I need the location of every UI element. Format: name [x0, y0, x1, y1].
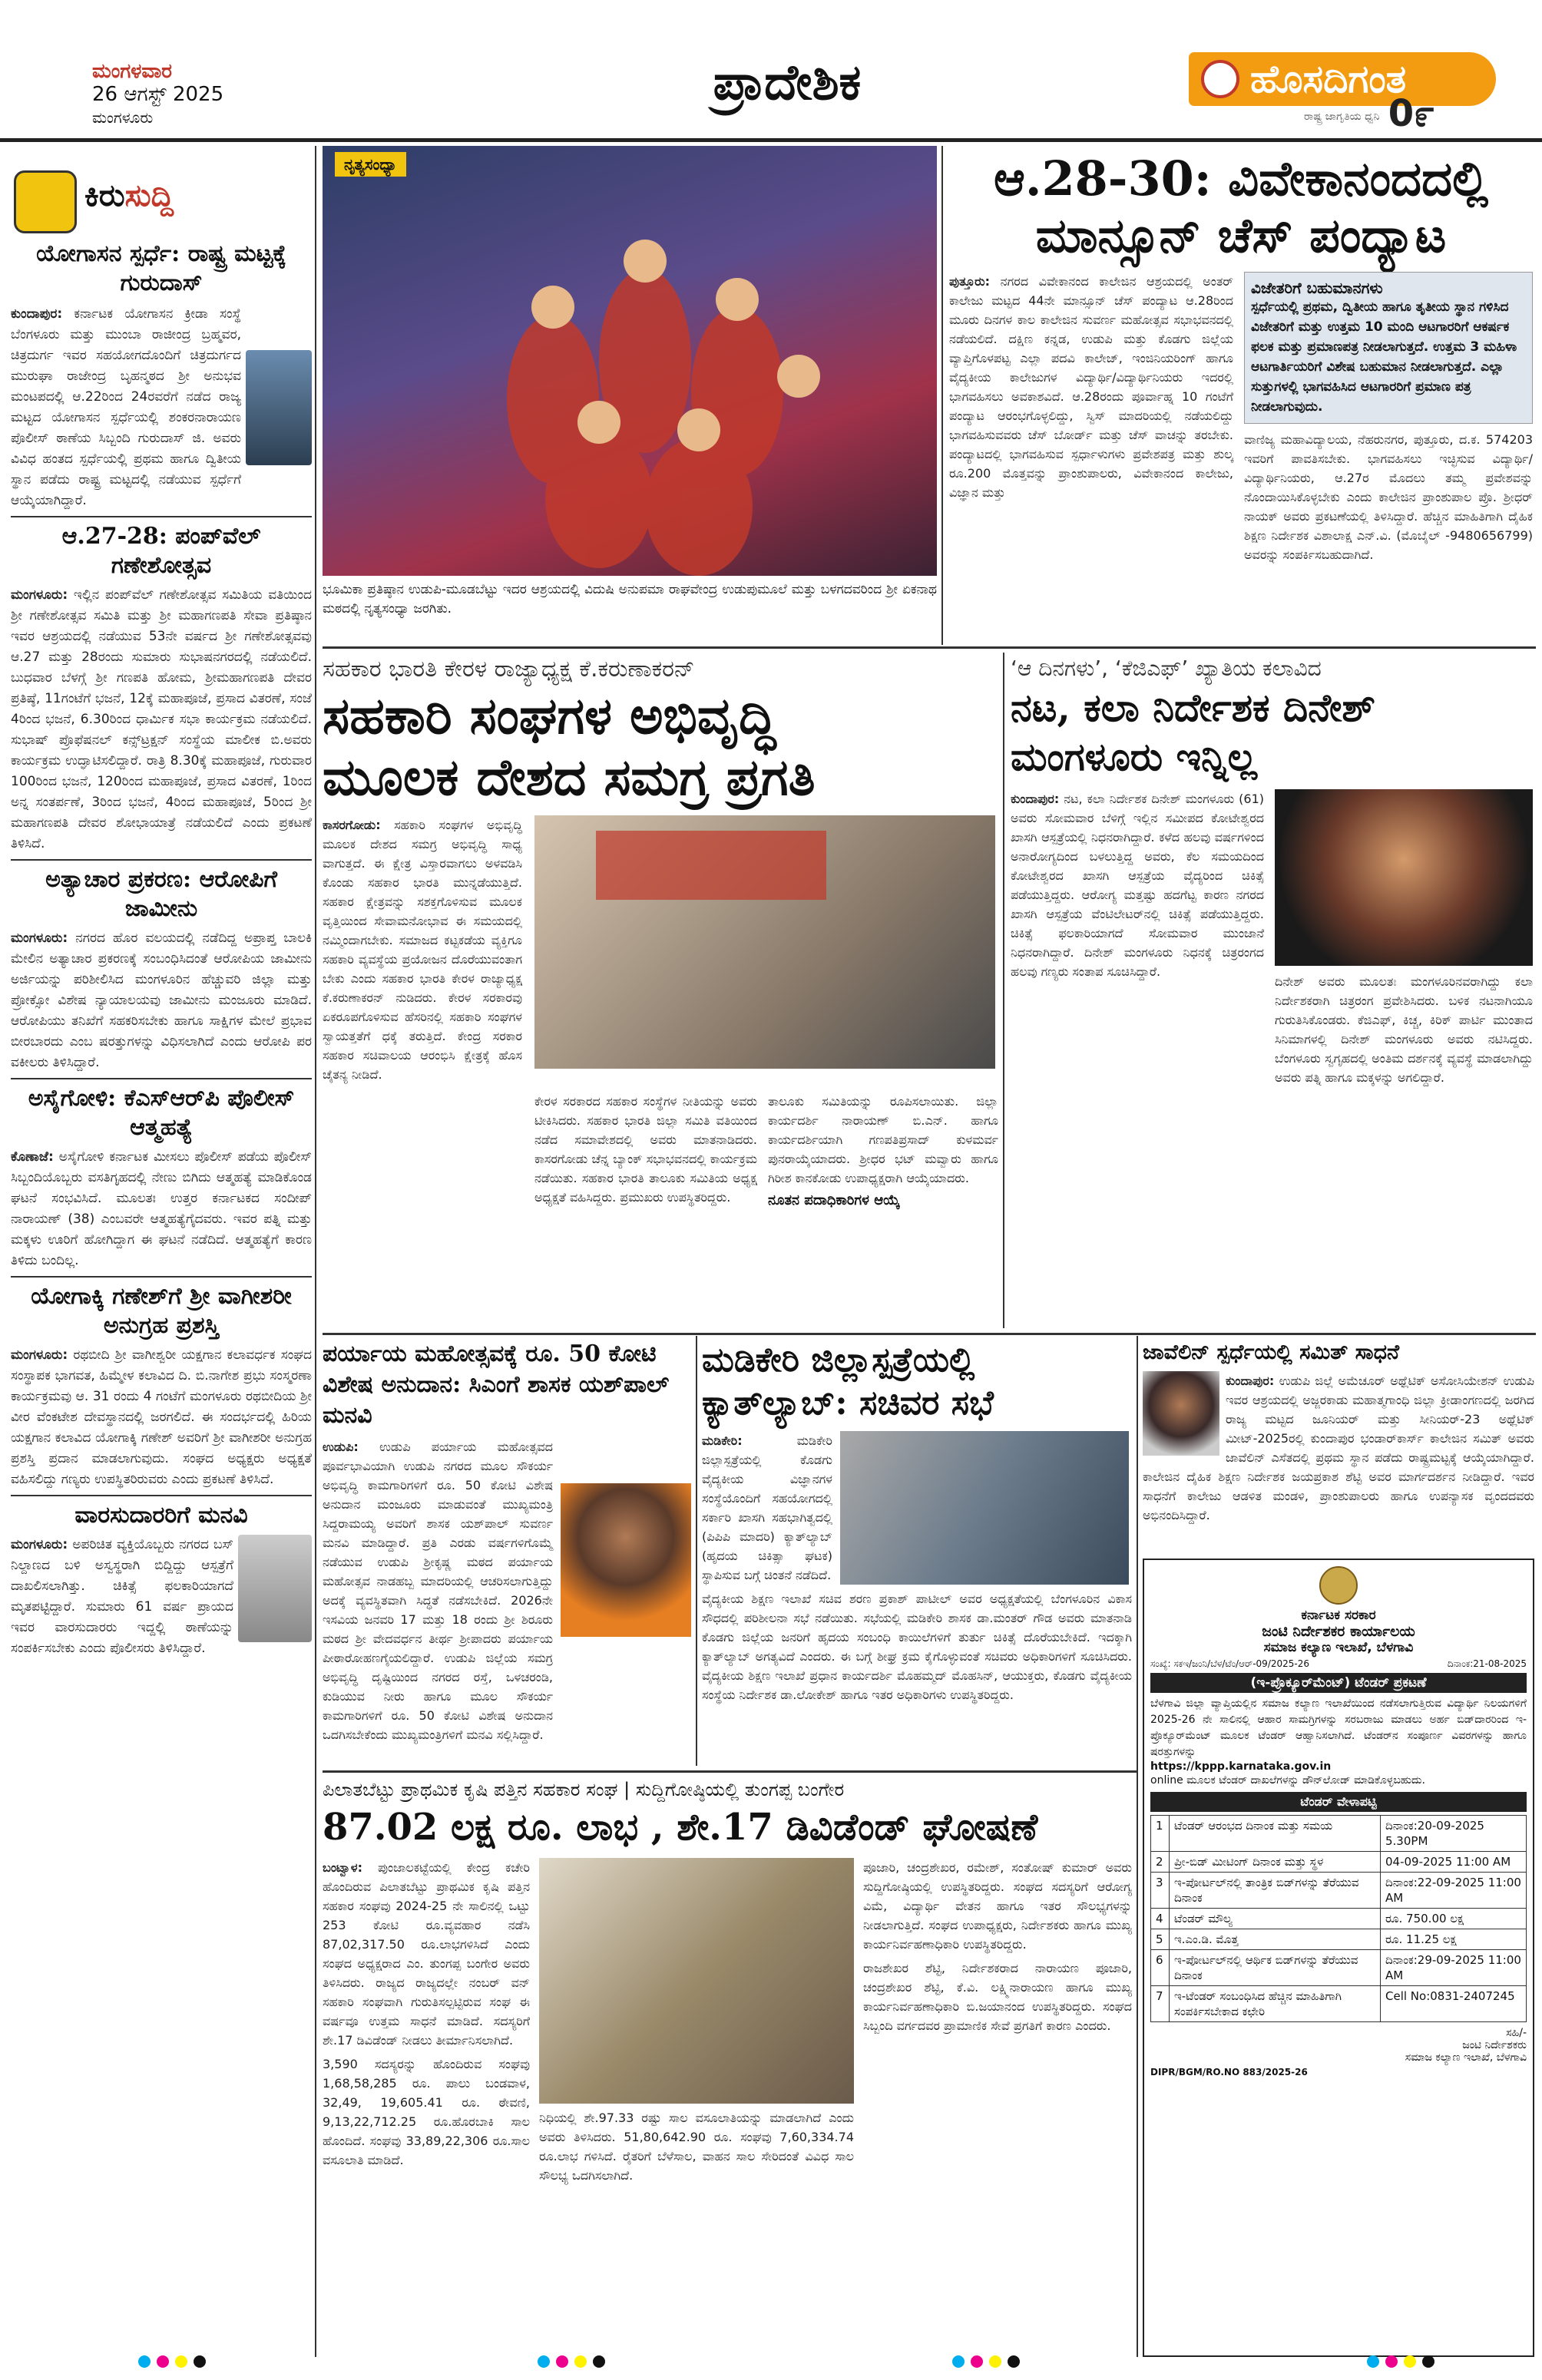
sahakara-subhead: ನೂತನ ಪದಾಧಿಕಾರಿಗಳ ಆಯ್ಕೆ: [768, 1192, 900, 1208]
story-yoga-body: [11, 304, 241, 511]
section-rule: [323, 1770, 1137, 1773]
madikeri-body-b: ವೈದ್ಯಕೀಯ ಶಿಕ್ಷಣ ಇಲಾಖೆ ಸಚಿವ ಶರಣ ಪ್ರಕಾಶ್ ಪಾಟೀಲ್ ಅವರ ಅಧ್ಯಕ್ಷತೆಯಲ್ಲಿ ಬೆಂಗಳೂರಿನ ವಿಕಾಸ ಸೌಧದಲ್ಲಿ ಪರಿಶೀಲನಾ ಸಭೆ ನಡೆಯಿತು. ಸಭೆಯಲ್ಲಿ ಮಡಿಕೇರಿ ಶಾಸಕ ಡಾ.ಮಂತರ್ ಗೌಡ ಅವರು ಮಾತನಾಡಿ ಕೊಡಗು ಜಿಲ್ಲೆಯ ಜನರಿಗೆ ಹೃದಯ ಸಂಬಂಧಿ ಕಾಯಿಲೆಗಳಿಗೆ ತುರ್ತು ಚಿಕಿತ್ಸೆ ದೊರೆಯಬೇಕಿದೆ. ಇದಕ್ಕಾಗಿ ಕ್ಯಾತ್‌ಲ್ಯಾಬ್ ಅಗತ್ಯವಿದೆ ಎಂದರು. ಈ ಬಗ್ಗೆ ಶೀಘ್ರ ಕ್ರಮ ಕೈಗೊಳ್ಳುವಂತೆ ಸಚಿವರು ಅಧಿಕಾರಿಗಳಿಗೆ ಸೂಚಿಸಿದರು. ವೈದ್ಯಕೀಯ ಶಿಕ್ಷಣ ಇಲಾಖೆ ಪ್ರಧಾನ ಕಾರ್ಯದರ್ಶಿ ಮೊಹಮ್ಮದ್ ಮೊಹಸಿನ್, ಆಯುಕ್ತರು, ಕೊಡಗು ವೈದ್ಯಕೀಯ ಸಂಸ್ಥೆಯ ನಿರ್ದೇಶಕ ಡಾ.ಲೋಕೇಶ್ ಹಾಗೂ ಇತರ ಅಧಿಕಾರಿಗಳು ಉಪಸ್ಥಿತರಿದ್ದರು.: [702, 1592, 1132, 1702]
column-rule: [1137, 1336, 1138, 2357]
schedule-cell-value: ದಿನಾಂಕ:20-09-2025 5.30PM: [1381, 1816, 1527, 1852]
tender-title: (ಇ-ಪ್ರೊಕ್ಯೂರ್‌ಮೆಂಟ್) ಟೆಂಡರ್ ಪ್ರಕಟಣೆ: [1150, 1673, 1527, 1693]
javelin-story: [1143, 1339, 1534, 1546]
print-registration-marks: [1367, 2355, 1459, 2371]
gov-line-2: ಜಂಟಿ ನಿರ್ದೇಶಕರ ಕಾರ್ಯಾಲಯ: [1262, 1623, 1415, 1640]
sahakara-event-photo: [534, 815, 995, 1069]
signature-1: ಸಹಿ/-: [1506, 2027, 1527, 2039]
pilatha-kicker: ಪಿಲಾತಬೆಟ್ಟು ಪ್ರಾಥಮಿಕ ಕೃಷಿ ಪತ್ತಿನ ಸಹಕಾರ ಸಂಘ | ಸುದ್ದಿಗೋಷ್ಠಿಯಲ್ಲಿ ತುಂಗಪ್ಪ ಬಂಗೇರ: [323, 1779, 845, 1800]
story-award-headline: ಯೋಗಾಕ್ಕಿ ಗಣೇಶ್‌ಗೆ ಶ್ರೀ ವಾಗೀಶರೀ ಅನುಗ್ರಹ ಪ್ರಶಸ್ತಿ: [31, 1283, 292, 1339]
dateline: ಕುಂದಾಪುರ:: [1226, 1373, 1275, 1388]
schedule-cell-value: ದಿನಾಂಕ:22-09-2025 11:00 AM: [1381, 1873, 1527, 1909]
story-ksrp-body: [11, 1147, 312, 1271]
chess-body-a: [949, 272, 1233, 564]
sahakara-headline-2: ಮೂಲಕ ದೇಶದ ಸಮಗ್ರ ಪ್ರಗತಿ: [323, 747, 816, 807]
schedule-table: [1150, 1815, 1527, 2022]
pilatha-body-d: ಪೂಜಾರಿ, ಚಂದ್ರಶೇಖರ, ರಮೇಶ್, ಸಂತೋಷ್ ಕುಮಾರ್ ಅವರು ಸುದ್ದಿಗೋಷ್ಠಿಯಲ್ಲಿ ಉಪಸ್ಥಿತರಿದ್ದರು. ಸಂಘದ ಸದಸ್ಯರಿಗೆ ಆರೋಗ್ಯ ವಿಮೆ, ವಿದ್ಯಾರ್ಥಿ ವೇತನ ಹಾಗೂ ಇತರ ಸೌಲಭ್ಯಗಳನ್ನು ನೀಡಲಾಗುತ್ತಿದೆ. ಸಂಘದ ಉಪಾಧ್ಯಕ್ಷರು, ನಿರ್ದೇಶಕರು ಹಾಗೂ ಮುಖ್ಯ ಕಾರ್ಯನಿರ್ವಹಣಾಧಿಕಾರಿ ಉಪಸ್ಥಿತರಿದ್ದರು.: [863, 1860, 1132, 1952]
schedule-row: [1151, 1852, 1527, 1873]
javelin-body: [1143, 1371, 1534, 1525]
schedule-row: [1151, 1986, 1527, 2022]
dateline: ಕಾಸರಗೋಡು:: [323, 818, 381, 832]
tender-advertisement: [1143, 1559, 1534, 2357]
body-text: ಸಹಕಾರಿ ಸಂಘಗಳ ಅಭಿವೃದ್ಧಿ ಮೂಲಕ ದೇಶದ ಸಮಗ್ರ ಅಭಿವೃದ್ಧಿ ಸಾಧ್ಯ ವಾಗುತ್ತದೆ. ಈ ಕ್ಷೇತ್ರ ವಿಸ್ತಾರವಾಗಲು ಅಳವಡಿಸಿ ಕೊಂಡು ಸಹಕಾರ ಭಾರತಿ ಮುನ್ನಡೆಯುತ್ತಿದೆ. ಸಹಕಾರ ಕ್ಷೇತ್ರವನ್ನು ಸಶಕ್ತಗೊಳಿಸುವ ಮೂಲಕ ವೃತ್ತಿಯಿಂದ ಸೇವಾಮನೋಭಾವ ಈ ಸಮಯದಲ್ಲಿ ನಮ್ಮಿಂದಾಗಬೇಕು. ಸಮಾಜದ ಕಟ್ಟಕಡೆಯ ವ್ಯಕ್ತಿಗೂ ಸಹಕಾರಿ ವ್ಯವಸ್ಥೆಯ ಪ್ರಯೋಜನ ದೊರೆಯುವಂತಾಗ ಬೇಕು ಎಂದು ಸಹಕಾರ ಭಾರತಿ ಕೇರಳ ರಾಜ್ಯಾಧ್ಯಕ್ಷ ಕೆ.ಕರುಣಾಕರನ್ ನುಡಿದರು. ಕೇರಳ ಸರಕಾರವು ಏಕರೂಪಗೊಳಿಸುವ ಹೆಸರಿನಲ್ಲಿ ಸಹಕಾರಿ ಸಂಘಗಳ ಸ್ವಾಯತ್ತತೆಗೆ ಧಕ್ಕೆ ತರುತ್ತಿದೆ. ಕೇಂದ್ರ ಸರಕಾರ ಸಹಕಾರ ಸಚಿವಾಲಯ ಆರಂಭಿಸಿ ಕ್ಷೇತ್ರಕ್ಕೆ ಹೊಸ ಚೈತನ್ಯ ನೀಡಿದೆ.: [323, 818, 523, 1082]
schedule-cell-label: ಇ-ಪೋರ್ಟಲ್‌ನಲ್ಲಿ ಆರ್ಥಿಕ ಬಿಡ್‌ಗಳನ್ನು ತೆರೆಯುವ ದಿನಾಂಕ: [1170, 1950, 1381, 1986]
section-title: ಪ್ರಾದೇಶಿಕ: [713, 54, 862, 111]
left-column: [11, 240, 312, 2359]
chess-body-b: ವಾಣಿಜ್ಯ ಮಹಾವಿದ್ಯಾಲಯ, ನೆಹರುನಗರ, ಪುತ್ತೂರು, ದ.ಕ. 574203 ಇವರಿಗೆ ಪಾವತಿಸಬೇಕು. ಭಾಗವಹಿಸಲು ಇಚ್ಛಿಸುವ ವಿದ್ಯಾರ್ಥಿ/ವಿದ್ಯಾರ್ಥಿನಿಯರು, ಆ.27ರ ಮೊದಲು ತಮ್ಮ ಪ್ರವೇಶವನ್ನು ನೊಂದಾಯಿಸಿಕೊಳ್ಳಬೇಕು ಎಂದು ಕಾಲೇಜಿನ ಪ್ರಾಂಶುಪಾಲ ಪ್ರೊ. ಶ್ರೀಧರ್ ನಾಯಕ್ ಅವರು ಪ್ರಕಟಣೆಯಲ್ಲಿ ತಿಳಿಸಿದ್ದಾರೆ. ಹೆಚ್ಚಿನ ಮಾಹಿತಿಗಾಗಿ ದೈಹಿಕ ಶಿಕ್ಷಣ ನಿರ್ದೇಶಕ ವಿಶಾಲಾಕ್ಷ ಎನ್.ವಿ. (ಮೊಬೈಲ್ -9480656799) ಅವರನ್ನು ಸಂಪರ್ಕಿಸಬಹುದಾಗಿದೆ.: [1244, 432, 1533, 562]
gov-line-3: ಸಮಾಜ ಕಲ್ಯಾಣ ಇಲಾಖೆ, ಬೆಳಗಾವಿ: [1263, 1640, 1414, 1655]
lotus-logo-icon: [1201, 60, 1239, 98]
dinesh-body-a: [1011, 789, 1264, 1087]
tender-url[interactable]: https://kppp.karnataka.gov.in: [1150, 1760, 1332, 1773]
body-text: ನಗರದ ವಿವೇಕಾನಂದ ಕಾಲೇಜಿನ ಆಶ್ರಯದಲ್ಲಿ ಅಂತರ್ ಕಾಲೇಜು ಮಟ್ಟದ 44ನೇ ಮಾನ್ಸೂನ್ ಚೆಸ್ ಪಂದ್ಯಾಟ ಆ.28ರಿಂದ ಮೂರು ದಿನಗಳ ಕಾಲ ಕಾಲೇಜಿನ ಸುವರ್ಣ ಮಹೋತ್ಸವ ಸಭಾಭವನದಲ್ಲಿ ನಡೆಯಲಿದೆ. ದಕ್ಷಿಣ ಕನ್ನಡ, ಉಡುಪಿ ಮತ್ತು ಕೊಡಗು ಜಿಲ್ಲೆಯ ವ್ಯಾಪ್ತಿಗೊಳಪಟ್ಟ ಎಲ್ಲಾ ಪದವಿ ಕಾಲೇಜ್, ಇಂಜಿನಿಯರಿಂಗ್ ಹಾಗೂ ವೈದ್ಯಕೀಯ ಕಾಲೇಜುಗಳ ವಿದ್ಯಾರ್ಥಿ/ವಿದ್ಯಾರ್ಥಿನಿಯರು ಇದರಲ್ಲಿ ಭಾಗವಹಿಸಲು ಅವಕಾಶವಿದೆ. ಆ.28ರಂದು ಪೂರ್ವಾಹ್ನ 10 ಗಂಟೆಗೆ ಪಂದ್ಯಾಟ ಆರಂಭಗೊಳ್ಳಲಿದ್ದು, ಸ್ವಿಸ್ ಮಾದರಿಯಲ್ಲಿ ನಡೆಯಲಿದ್ದು ಭಾಗವಹಿಸುವವರು ಚೆಸ್ ಬೋರ್ಡ್ ಮತ್ತು ಚೆಸ್ ವಾಚನ್ನು ತರಬೇಕು. ಪಂದ್ಯಾಟದಲ್ಲಿ ಭಾಗವಹಿಸುವ ಸ್ಪರ್ಧಾಳುಗಳು ಪ್ರವೇಶಪತ್ರ ಮತ್ತು ಶುಲ್ಕ ರೂ.200 ಮೊತ್ತವನ್ನು ಪ್ರಾಂಶುಪಾಲರು, ವಿವೇಕಾನಂದ ಕಾಲೇಜು, ವಿಜ್ಞಾನ ಮತ್ತು: [949, 274, 1233, 500]
schedule-cell-label: ಇ.ಎಂ.ಡಿ. ಮೊತ್ತ: [1170, 1929, 1381, 1950]
person-photo: [238, 1535, 312, 1642]
story-bail-headline: ಅತ್ಯಾಚಾರ ಪ್ರಕರಣ: ಆರೋಪಿಗೆ ಜಾಮೀನು: [45, 866, 277, 922]
dinesh-headline-2: ಮಂಗಳೂರು ಇನ್ನಿಲ್ಲ: [1011, 734, 1257, 779]
schedule-cell-no: 1: [1151, 1816, 1170, 1852]
dinesh-body-b: ದಿನೇಶ್ ಅವರು ಮೂಲತಃ ಮಂಗಳೂರಿನವರಾಗಿದ್ದು ಕಲಾ ನಿರ್ದೇಶಕರಾಗಿ ಚಿತ್ರರಂಗ ಪ್ರವೇಶಿಸಿದರು. ಬಳಿಕ ನಟನಾಗಿಯೂ ಗುರುತಿಸಿಕೊಂಡರು. ಕೆಜಿಎಫ್, ಕಿಚ್ಚ, ಕಿರಿಕ್ ಪಾರ್ಟಿ ಮುಂತಾದ ಸಿನಿಮಾಗಳಲ್ಲಿ ದಿನೇಶ್ ಮಂಗಳೂರು ಅವರು ನಟಿಸಿದ್ದರು. ಬೆಂಗಳೂರು ಸ್ವಗೃಹದಲ್ಲಿ ಅಂತಿಮ ದರ್ಶನಕ್ಕೆ ವ್ಯವಸ್ಥೆ ಮಾಡಲಾಗಿದ್ದು ಅವರು ಪತ್ನಿ ಹಾಗೂ ಮಕ್ಕಳನ್ನು ಅಗಲಿದ್ದಾರೆ.: [1275, 974, 1533, 1085]
tender-ref: ಸಂಖ್ಯೆ: ಸಕಇ/ಜಂನಿ/ಬೆಳ/ಟೆಂ/ಆರ್-09/2025-26: [1150, 1658, 1309, 1669]
athlete-photo: [1143, 1371, 1219, 1456]
schedule-row: [1151, 1909, 1527, 1929]
schedule-head: ಟೆಂಡರ್ ವೇಳಾಪಟ್ಟಿ: [1150, 1792, 1527, 1812]
dateline: ಮಂಗಳೂರು:: [11, 1537, 68, 1552]
body-text: ಅಸೈಗೋಳಿ ಕರ್ನಾಟಕ ಮೀಸಲು ಪೊಲೀಸ್ ಪಡೆಯ ಪೊಲೀಸ್ ಸಿಬ್ಬಂದಿಯೊಬ್ಬರು ವಸತಿಗೃಹದಲ್ಲಿ ನೇಣು ಬಿಗಿದು ಆತ್ಮಹತ್ಯೆ ಮಾಡಿಕೊಂಡ ಘಟನೆ ಸಂಭವಿಸಿದೆ. ಮೂಲತಃ ಉತ್ತರ ಕರ್ನಾಟಕದ ಸಂದೀಪ್ ನಾರಾಯಣ್ (38) ಎಂಬವರೇ ಆತ್ಮಹತ್ಯೆಗೈದವರು. ಇವರ ಪತ್ನಿ ಮತ್ತು ಮಕ್ಕಳು ಊರಿಗೆ ಹೋಗಿದ್ದಾಗ ಈ ಘಟನೆ ನಡೆದಿದೆ. ಆತ್ಮಹತ್ಯೆಗೆ ಕಾರಣ ತಿಳಿದು ಬಂದಿಲ್ಲ.: [11, 1149, 312, 1268]
column-rule: [941, 146, 943, 645]
schedule-cell-label: ಟೆಂಡರ್ ಮೌಲ್ಯ: [1170, 1909, 1381, 1929]
story-bail-body: [11, 928, 312, 1073]
body-text: ಇಲ್ಲಿನ ಪಂಪ್‌ವೆಲ್ ಗಣೇಶೋತ್ಸವ ಸಮಿತಿಯ ವತಿಯಿಂದ ಶ್ರೀ ಗಣೇಶೋತ್ಸವ ಸಮಿತಿ ಮತ್ತು ಶ್ರೀ ಮಹಾಗಣಪತಿ ಸೇವಾ ಪ್ರತಿಷ್ಠಾನ ಇವರ ಆಶ್ರಯದಲ್ಲಿ ನಡೆಯುವ 53ನೇ ವರ್ಷದ ಶ್ರೀ ಗಣೇಶೋತ್ಸವವು ಆ.27 ಮತ್ತು 28ರಂದು ಸುಮಾರು ಸುಭಾಷನಗರದಲ್ಲಿ ನಡೆಯಲಿದೆ. ಬುಧವಾರ ಬೆಳಗ್ಗೆ ಶ್ರೀ ಗಣಪತಿ ಹೋಮ, ಶ್ರೀಮಹಾಗಣಪತಿ ದೇವರ ಪ್ರತಿಷ್ಠೆ, 11ಗಂಟೆಗೆ ಭಜನೆ, 12ಕ್ಕೆ ಮಹಾಪೂಜೆ, ಪ್ರಸಾದ ವಿತರಣೆ, ಸಂಜೆ 4ರಿಂದ ಭಜನೆ, 6.30ರಿಂದ ಧಾರ್ಮಿಕ ಸಭಾ ಕಾರ್ಯಕ್ರಮ ನಡೆಯಲಿದೆ. ಸುಭಾಷ್ ಪ್ರೊಫೆಷನಲ್ ಕನ್ಸ್‌ಟ್ರಕ್ಷನ್ ಸಂಸ್ಥೆಯ ಮಾಲೀಕ ಬಿ.ಅವರು ಕಾರ್ಯಕ್ರಮ ಉದ್ಘಾಟಿಸಲಿದ್ದಾರೆ. ರಾತ್ರಿ 8.30ಕ್ಕೆ ಮಹಾಪೂಜೆ, ಗುರುವಾರ 100ರಿಂದ ಭಜನೆ, 120ರಿಂದ ಮಹಾಪೂಜೆ, ಪ್ರಸಾದ ವಿತರಣೆ, 1ರಿಂದ ಅನ್ನ ಸಂತರ್ಪಣೆ, 3ರಿಂದ ಭಜನೆ, 4ರಿಂದ ಮಹಾಪೂಜೆ, 5ರಿಂದ ಶ್ರೀ ಮಹಾಗಣಪತಿ ದೇವರ ಶೋಭಾಯಾತ್ರೆ ನಡೆಯಲಿದೆ ಎಂದು ಪ್ರಕಟಣೆ ತಿಳಿಸಿದೆ.: [11, 587, 312, 851]
story-ksrp-headline: ಅಸೈಗೋಳಿ: ಕೆಎಸ್‌ಆರ್‌ಪಿ ಪೊಲೀಸ್ ಆತ್ಮಹತ್ಯೆ: [28, 1085, 295, 1141]
body-text: ನಗರದ ಹೊರ ವಲಯದಲ್ಲಿ ನಡೆದಿದ್ದ ಅಪ್ರಾಪ್ತ ಬಾಲಕಿ ಮೇಲಿನ ಅತ್ಯಾಚಾರ ಪ್ರಕರಣಕ್ಕೆ ಸಂಬಂಧಿಸಿದಂತೆ ಆರೋಪಿಯ ಜಾಮೀನು ಅರ್ಜಿಯನ್ನು ಪರಿಶೀಲಿಸಿದ ಮಂಗಳೂರಿನ ಹೆಚ್ಚುವರಿ ಜಿಲ್ಲಾ ಮತ್ತು ಪ್ರೋಕ್ಸೋ ವಿಶೇಷ ನ್ಯಾಯಾಲಯವು ಜಾಮೀನು ಮಂಜೂರು ಮಾಡಿದೆ. ಆರೋಪಿಯು ತನಿಖೆಗೆ ಸಹಕರಿಸಬೇಕು ಹಾಗೂ ಸಾಕ್ಷಿಗಳ ಮೇಲೆ ಪ್ರಭಾವ ಬೀರಬಾರದು ಎಂಬ ಷರತ್ತುಗಳನ್ನು ವಿಧಿಸಲಾಗಿದೆ ಎಂದು ಆರೋಪಿ ಪರ ವಕೀಲರು ತಿಳಿಸಿದ್ದಾರೆ.: [11, 931, 312, 1070]
dateline: ಪುತ್ತೂರು:: [949, 274, 991, 289]
weekday: ಮಂಗಳವಾರ: [92, 60, 173, 83]
date: 26 ಆಗಸ್ಟ್ 2025: [92, 83, 224, 106]
hand-icon: [14, 170, 77, 233]
prize-box: [1244, 272, 1533, 424]
dateline: ಮಂಗಳೂರು:: [11, 1347, 68, 1363]
paryaya-story: [323, 1339, 691, 1769]
dateline: ಕುಂದಾಪುರ:: [1011, 792, 1060, 806]
schedule-cell-value: ರೂ. 750.00 ಲಕ್ಷ: [1381, 1909, 1527, 1929]
body-text: ಪುಂಜಾಲಕಟ್ಟೆಯಲ್ಲಿ ಕೇಂದ್ರ ಕಚೇರಿ ಹೊಂದಿರುವ ಪಿಲಾತಬೆಟ್ಟು ಪ್ರಾಥಮಿಕ ಕೃಷಿ ಪತ್ತಿನ ಸಹಕಾರ ಸಂಘವು 2024-25 ನೇ ಸಾಲಿನಲ್ಲಿ ಒಟ್ಟು 253 ಕೋಟಿ ರೂ.ವ್ಯವಹಾರ ನಡೆಸಿ 87,02,317.50 ರೂ.ಲಾಭಗಳಿಸಿದೆ ಎಂದು ಸಂಘದ ಅಧ್ಯಕ್ಷರಾದ ಎಂ. ತುಂಗಪ್ಪ ಬಂಗೇರ ಅವರು ತಿಳಿಸಿದರು. ರಾಜ್ಯದ ರಾಜ್ಯದಲ್ಲೇ ನಂಬರ್ ವನ್ ಸಹಕಾರಿ ಸಂಘವಾಗಿ ಗುರುತಿಸಲ್ಪಟ್ಟಿರುವ ಸಂಘ ಈ ವರ್ಷವೂ ಉತ್ತಮ ಸಾಧನೆ ಮಾಡಿದೆ. ಸದಸ್ಯರಿಗೆ ಶೇ.17 ಡಿವಿಡೆಂಡ್ ನೀಡಲು ತೀರ್ಮಾನಿಸಲಾಗಿದೆ.: [323, 1860, 531, 2048]
tender-footer: DIPR/BGM/RO.NO 883/2025-26: [1150, 2067, 1308, 2078]
schedule-cell-value: Cell No:0831-2407245: [1381, 1986, 1527, 2022]
dinesh-kicker: ‘ಆ ದಿನಗಳು’, ‘ಕೆಜಿಎಫ್’ ಖ್ಯಾತಿಯ ಕಲಾವಿದ: [1011, 656, 1322, 681]
story-pumpwell-body: [11, 585, 312, 854]
signature-3: ಸಮಾಜ ಕಲ್ಯಾಣ ಇಲಾಖೆ, ಬೆಳಗಾವಿ: [1405, 2051, 1527, 2064]
dateline: ಉಡುಪಿ:: [323, 1440, 359, 1454]
pilatha-story: [323, 1777, 1133, 2360]
madikeri-headline-1: ಮಡಿಕೇರಿ ಜಿಲ್ಲಾಸ್ಪತ್ರೆಯಲ್ಲಿ: [702, 1340, 975, 1380]
body-text: ನಟ, ಕಲಾ ನಿರ್ದೇಶಕ ದಿನೇಶ್ ಮಂಗಳೂರು (61) ಅವರು ಸೋಮವಾರ ಬೆಳಿಗ್ಗೆ ಇಲ್ಲಿನ ಸಮೀಪದ ಕೋಟೇಶ್ವರದ ಖಾಸಗಿ ಆಸ್ಪತ್ರೆಯಲ್ಲಿ ನಿಧನರಾಗಿದ್ದಾರೆ. ಕಳೆದ ಹಲವು ವರ್ಷಗಳಿಂದ ಅನಾರೋಗ್ಯದಿಂದ ಬಳಲುತ್ತಿದ್ದ ಅವರು, ಕೆಲ ಸಮಯದಿಂದ ಕೋಟೇಶ್ವರದ ಖಾಸಗಿ ಆಸ್ಪತ್ರೆಯ ವೈದ್ಯರಿಂದ ಚಿಕಿತ್ಸೆ ಪಡೆಯುತ್ತಿದ್ದರು. ಆರೋಗ್ಯ ಮತ್ತಷ್ಟು ಹದಗೆಟ್ಟ ಕಾರಣ ನಗರದ ಖಾಸಗಿ ಆಸ್ಪತ್ರೆಯ ವೆಂಟಿಲೇಟರ್‌ನಲ್ಲಿ ಚಿಕಿತ್ಸೆ ಪಡೆಯುತ್ತಿದ್ದರು. ಚಿಕಿತ್ಸೆ ಫಲಕಾರಿಯಾಗದೆ ಸೋಮವಾರ ಮುಂಜಾನೆ ನಿಧನರಾಗಿದ್ದಾರೆ. ದಿನೇಶ್ ಮಂಗಳೂರು ನಿಧನಕ್ಕೆ ಚಿತ್ರರಂಗದ ಹಲವು ಗಣ್ಯರು ಸಂತಾಪ ಸೂಚಿಸಿದ್ದಾರೆ.: [1011, 792, 1264, 979]
column-rule: [1003, 653, 1004, 1328]
sahakara-body-b: ಕೇರಳ ಸರಕಾರದ ಸಹಕಾರ ಸಂಸ್ಥೆಗಳ ನೀತಿಯನ್ನು ಅವರು ಟೀಕಿಸಿದರು. ಸಹಕಾರ ಭಾರತಿ ಜಿಲ್ಲಾ ಸಮಿತಿ ವತಿಯಿಂದ ನಡೆದ ಸಮಾವೇಶದಲ್ಲಿ ಅವರು ಮಾತನಾಡಿದರು. ಕಾಸರಗೋಡು ಚೆನ್ನ ಬ್ಯಾಂಕ್ ಸಭಾಭವನದಲ್ಲಿ ಕಾರ್ಯಕ್ರಮ ನಡೆಯಿತು. ಸಹಕಾರ ಭಾರತಿ ತಾಲೂಕು ಸಮಿತಿಯ ಅಧ್ಯಕ್ಷ ಅಧ್ಯಕ್ಷತೆ ವಹಿಸಿದ್ದರು. ಪ್ರಮುಖರು ಉಪಸ್ಥಿತರಿದ್ದರು.: [534, 1094, 757, 1205]
tender-body: ಬೆಳಗಾವಿ ಜಿಲ್ಲಾ ವ್ಯಾಪ್ತಿಯಲ್ಲಿನ ಸಮಾಜ ಕಲ್ಯಾಣ ಇಲಾಖೆಯಿಂದ ನಡೆಸಲಾಗುತ್ತಿರುವ ವಿದ್ಯಾರ್ಥಿ ನಿಲಯಗಳಿಗೆ 2025-26 ನೇ ಸಾಲಿನಲ್ಲಿ ಆಹಾರ ಸಾಮಗ್ರಿಗಳನ್ನು ಸರಬರಾಜು ಮಾಡಲು ಅರ್ಹ ಬಿಡ್‌ದಾರರಿಂದ ಇ-ಪ್ರೊಕ್ಯೂರ್‌ಮೆಂಟ್ ಮೂಲಕ ಟೆಂಡರ್ ಆಹ್ವಾನಿಸಲಾಗಿದೆ. ಟೆಂಡರ್‌ನ ಸಂಪೂರ್ಣ ವಿವರಗಳನ್ನು ಹಾಗೂ ಷರತ್ತುಗಳನ್ನು: [1150, 1697, 1527, 1758]
photo-tag: ನೃತ್ಯಸಂಧ್ಯಾ: [335, 152, 406, 177]
pilatha-body-b: 3,590 ಸದಸ್ಯರನ್ನು ಹೊಂದಿರುವ ಸಂಘವು 1,68,58,285 ರೂ. ಪಾಲು ಬಂಡವಾಳ, 32,49, 19,605.41 ರೂ. ಠೇವಣಿ, 9,13,22,712.25 ರೂ.ಹೊರಬಾಕಿ ಸಾಲ ಹೊಂದಿದೆ. ಸಂಘವು 33,89,22,306 ರೂ.ಸಾಲ ವಸೂಲಾತಿ ಮಾಡಿದೆ.: [323, 2057, 530, 2167]
banner: [596, 831, 826, 900]
dance-photo: [323, 146, 937, 576]
date-block: [92, 60, 223, 129]
masthead-name: ಹೊಸದಿಗಂತ: [1250, 57, 1407, 101]
chess-story: [949, 150, 1533, 642]
madikeri-story: [702, 1339, 1132, 1769]
story-pumpwell-headline: ಆ.27-28: ಪಂಪ್‌ವೆಲ್ ಗಣೇಶೋತ್ಸವ: [61, 523, 261, 579]
paryaya-body: [323, 1437, 553, 1744]
schedule-cell-label: ಪ್ರೀ-ಬಿಡ್ ಮೀಟಿಂಗ್ ದಿನಾಂಕ ಮತ್ತು ಸ್ಥಳ: [1170, 1852, 1381, 1873]
paryaya-headline: ಪರ್ಯಾಯ ಮಹೋತ್ಸವಕ್ಕೆ ರೂ. 50 ಕೋಟಿ ವಿಶೇಷ ಅನುದಾನ: ಸಿಎಂಗೆ ಶಾಸಕ ಯಶ್‌ಪಾಲ್ ಮನವಿ: [323, 1340, 670, 1429]
dinesh-photo: [1275, 789, 1533, 966]
meeting-photo: [840, 1431, 1129, 1585]
pilatha-headline: 87.02 ಲಕ್ಷ ರೂ. ಲಾಭ , ಶೇ.17 ಡಿವಿಡೆಂಡ್ ಘೋಷಣೆ: [323, 1806, 1038, 1849]
kiru-suddi-title: [84, 178, 174, 213]
print-registration-marks: [952, 2355, 1044, 2371]
prize-box-body: ಸ್ಪರ್ಧೆಯಲ್ಲಿ ಪ್ರಥಮ, ದ್ವಿತೀಯ ಹಾಗೂ ತೃತೀಯ ಸ್ಥಾನ ಗಳಿಸಿದ ವಿಜೇತರಿಗೆ ಮತ್ತು ಉತ್ತಮ 10 ಮಂದಿ ಆಟಗಾರರಿಗೆ ಆಕರ್ಷಕ ಫಲಕ ಮತ್ತು ಪ್ರಮಾಣಪತ್ರ ನೀಡಲಾಗುತ್ತದೆ. ಉತ್ತಮ 3 ಮಹಿಳಾ ಆಟಗಾರ್ತಿಯರಿಗೆ ವಿಶೇಷ ಬಹುಮಾನ ನೀಡಲಾಗುತ್ತದೆ. ಎಲ್ಲಾ ಸುತ್ತುಗಳಲ್ಲಿ ಭಾಗವಹಿಸಿದ ಆಟಗಾರರಿಗೆ ಪ್ರಮಾಣ ಪತ್ರ ನೀಡಲಾಗುವುದು.: [1251, 299, 1517, 415]
story-appeal-body: [11, 1535, 233, 1659]
sahakara-story: [323, 654, 998, 1330]
edition-city: ಮಂಗಳೂರು: [92, 108, 154, 127]
body-text: ಉಡುಪಿ ಪರ್ಯಾಯ ಮಹೋತ್ಸವದ ಪೂರ್ವಭಾವಿಯಾಗಿ ಉಡುಪಿ ನಗರದ ಮೂಲ ಸೌಕರ್ಯ ಅಭಿವೃದ್ಧಿ ಕಾಮಗಾರಿಗಳಿಗೆ ರೂ. 50 ಕೋಟಿ ವಿಶೇಷ ಅನುದಾನ ಮಂಜೂರು ಮಾಡುವಂತೆ ಮುಖ್ಯಮಂತ್ರಿ ಸಿದ್ದರಾಮಯ್ಯ ಅವರಿಗೆ ಶಾಸಕ ಯಶ್‌ಪಾಲ್ ಸುವರ್ಣ ಮನವಿ ಮಾಡಿದ್ದಾರೆ. ಪ್ರತಿ ಎರಡು ವರ್ಷಗಳಿಗೊಮ್ಮೆ ನಡೆಯುವ ಉಡುಪಿ ಶ್ರೀಕೃಷ್ಣ ಮಠದ ಪರ್ಯಾಯ ಮಹೋತ್ಸವ ನಾಡಹಬ್ಬ ಮಾದರಿಯಲ್ಲಿ ಆಚರಿಸಲಾಗುತ್ತಿದ್ದು ಅದಕ್ಕೆ ವ್ಯವಸ್ಥಿತವಾಗಿ ಸಿದ್ಧತೆ ನಡೆಸಬೇಕಿದೆ. 2026ನೇ ಇಸವಿಯ ಜನವರಿ 17 ಮತ್ತು 18 ರಂದು ಶ್ರೀ ಶಿರೂರು ಮಠದ ಶ್ರೀ ವೇದವರ್ಧನ ತೀರ್ಥ ಶ್ರೀಪಾದರು ಪರ್ಯಾಯ ಪೀಠಾರೋಹಣಗೈಯಲಿದ್ದಾರೆ. ಉಡುಪಿ ಜಿಲ್ಲೆಯ ಸಮಗ್ರ ಅಭಿವೃದ್ಧಿ ದೃಷ್ಟಿಯಿಂದ ನಗರದ ರಸ್ತೆ, ಒಳಚರಂಡಿ, ಕುಡಿಯುವ ನೀರು ಹಾಗೂ ಮೂಲ ಸೌಕರ್ಯ ಕಾಮಗಾರಿಗಳಿಗೆ ರೂ. 50 ಕೋಟಿ ವಿಶೇಷ ಅನುದಾನ ಒದಗಿಸಬೇಕೆಂದು ಮುಖ್ಯಮಂತ್ರಿಗಳಿಗೆ ಮನವಿ ಸಲ್ಲಿಸಿದ್ದಾರೆ.: [323, 1440, 553, 1742]
story-award-body: [11, 1345, 312, 1490]
sahakara-headline-1: ಸಹಕಾರಿ ಸಂಘಗಳ ಅಭಿವೃದ್ಧಿ: [323, 686, 776, 745]
column-rule: [696, 1336, 697, 1766]
pilatha-body-c: ನಿಧಿಯಲ್ಲಿ ಶೇ.97.33 ರಷ್ಟು ಸಾಲ ವಸೂಲಾತಿಯನ್ನು ಮಾಡಲಾಗಿದೆ ಎಂದು ಅವರು ತಿಳಿಸಿದರು. 51,80,642.90 ರೂ. ಸಂಘವು 7,60,334.74 ರೂ.ಲಾಭ ಗಳಿಸಿದೆ. ರೈತರಿಗೆ ಬೆಳೆಸಾಲ, ವಾಹನ ಸಾಲ ಸೇರಿದಂತೆ ವಿವಿಧ ಸಾಲ ಸೌಲಭ್ಯ ಒದಗಿಸಲಾಗಿದೆ.: [539, 2111, 854, 2183]
body-text: ಉಡುಪಿ ಜಿಲ್ಲೆ ಅಮೆಚೂರ್ ಅಥ್ಲೆಟಿಕ್ ಅಸೋಸಿಯೇಶನ್ ಉಡುಪಿ ಇವರ ಆಶ್ರಯದಲ್ಲಿ ಅಜ್ಜರಕಾಡು ಮಹಾತ್ಮಗಾಂಧಿ ಜಿಲ್ಲಾ ಕ್ರೀಡಾಂಗಣದಲ್ಲಿ ಜರಗಿದ ರಾಜ್ಯ ಮಟ್ಟದ ಜೂನಿಯರ್ ಮತ್ತು ಸೀನಿಯರ್-23 ಅಥ್ಲೆಟಿಕ್ ಮೀಟ್-2025ರಲ್ಲಿ ಕುಂದಾಪುರ ಭಂಡಾರ್‌ಕಾರ್ಸ್ ಕಾಲೇಜಿನ ಸಮಿತ್ ಅವರು ಜಾವೆಲಿನ್ ಎಸೆತದಲ್ಲಿ ಪ್ರಥಮ ಸ್ಥಾನ ಪಡೆದು ರಾಷ್ಟ್ರಮಟ್ಟಕ್ಕೆ ಆಯ್ಕೆಯಾಗಿದ್ದಾರೆ. ಕಾಲೇಜಿನ ದೈಹಿಕ ಶಿಕ್ಷಣ ನಿರ್ದೇಶಕ ಜಯಪ್ರಕಾಶ ಶೆಟ್ಟಿ ಅವರ ಮಾರ್ಗದರ್ಶನ ನೀಡಿದ್ದಾರೆ. ಇವರ ಸಾಧನೆಗೆ ಕಾಲೇಜು ಆಡಳಿತ ಮಂಡಳಿ, ಪ್ರಾಂಶುಪಾಲರು ಹಾಗೂ ಉಪನ್ಯಾಸಕ ವೃಂದದವರು ಅಭಿನಂದಿಸಿದ್ದಾರೆ.: [1143, 1373, 1534, 1522]
chess-headline-2: ಮಾನ್ಸೂನ್ ಚೆಸ್ ಪಂದ್ಯಾಟ: [1035, 207, 1447, 263]
body-text: ರಥಬೀದಿ ಶ್ರೀ ವಾಗೀಶ್ವರೀ ಯಕ್ಷಗಾನ ಕಲಾವರ್ಧಕ ಸಂಘದ ಸಂಸ್ಥಾಪಕ ಭಾಗವತ, ಹಿಮ್ಮೇಳ ಕಲಾವಿದ ದಿ. ಬಿ.ನಾಗೇಶ ಪ್ರಭು ಸಂಸ್ಮರಣಾ ಕಾರ್ಯಕ್ರಮವು ಆ. 31 ರಂದು 4 ಗಂಟೆಗೆ ಮಂಗಳೂರು ರಥಬೀದಿಯ ಶ್ರೀ ವೀರ ವೆಂಕಟೇಶ ದೇವಸ್ಥಾನದಲ್ಲಿ ಜರಗಲಿದೆ. ಈ ಸಂದರ್ಭದಲ್ಲಿ ಹಿರಿಯ ಯಕ್ಷಗಾನ ಕಲಾವಿದ ಯೋಗಾಕ್ಕಿ ಗಣೇಶ್ ಅವರಿಗೆ ಶ್ರೀ ವಾಗೀಶರೀ ಅನುಗ್ರಹ ಪ್ರಶಸ್ತಿ ಪ್ರದಾನ ಮಾಡಲಾಗುವುದು. ಸಂಘದ ಅಧ್ಯಕ್ಷರು ಅಧ್ಯಕ್ಷತೆ ವಹಿಸಲಿದ್ದು ಗಣ್ಯರು ಉಪಸ್ಥಿತರಿರುವರು ಎಂದು ಪ್ರಕಟಣೆ ತಿಳಿಸಿದೆ.: [11, 1347, 312, 1487]
dancers-illustration: [323, 146, 937, 576]
print-registration-marks: [538, 2355, 630, 2371]
story-appeal-headline: ವಾರಸುದಾರರಿಗೆ ಮನವಿ: [74, 1502, 248, 1529]
madikeri-body-a: [702, 1431, 832, 1585]
schedule-cell-no: 6: [1151, 1950, 1170, 1986]
chess-headline-1: ಆ.28-30: ವಿವೇಕಾನಂದದಲ್ಲಿ: [993, 150, 1489, 207]
schedule-cell-value: ರೂ. 11.25 ಲಕ್ಷ: [1381, 1929, 1527, 1950]
sahakara-body-c: ತಾಲೂಕು ಸಮಿತಿಯನ್ನು ರೂಪಿಸಲಾಯಿತು. ಜಿಲ್ಲಾ ಕಾರ್ಯದರ್ಶಿ ನಾರಾಯಣ್ ಬಿ.ಎನ್. ಹಾಗೂ ಕಾರ್ಯದರ್ಶಿಯಾಗಿ ಗಣಪತಿಪ್ರಸಾದ್ ಕುಳಮರ್ವ ಪುನರಾಯ್ಕೆಯಾದರು. ಶ್ರೀಧರ ಭಟ್ ಮವ್ವಾರು ಹಾಗೂ ಗಿರೀಶ ಕಾನಕೋಡು ಉಪಾಧ್ಯಕ್ಷರಾಗಿ ಆಯ್ಕೆಯಾದರು.: [768, 1094, 998, 1185]
dateline: ಮಡಿಕೇರಿ:: [702, 1433, 743, 1448]
sahakara-kicker: ಸಹಕಾರ ಭಾರತಿ ಕೇರಳ ರಾಜ್ಯಾಧ್ಯಕ್ಷ ಕೆ.ಕರುಣಾಕರನ್: [323, 656, 695, 683]
gov-line-1: ಕರ್ನಾಟಕ ಸರಕಾರ: [1301, 1608, 1376, 1623]
schedule-cell-label: ಟೆಂಡರ್ ಆರಂಭದ ದಿನಾಂಕ ಮತ್ತು ಸಮಯ: [1170, 1816, 1381, 1852]
pilatha-event-photo: [539, 1858, 854, 2104]
masthead-tagline: ರಾಷ್ಟ್ರ ಜಾಗೃತಿಯ ಧ್ವನಿ: [1304, 111, 1380, 123]
tender-body-2: online ಮೂಲಕ ಟೆಂಡರ್ ದಾಖಲೆಗಳನ್ನು ಡೌನ್‌ಲೋಡ್ ಮಾಡಿಕೊಳ್ಳಬಹುದು.: [1150, 1774, 1425, 1787]
masthead: [1189, 45, 1496, 129]
dateline: ಕೊಣಾಜೆ:: [11, 1149, 54, 1165]
sahakara-body-a: [323, 815, 522, 1084]
schedule-cell-no: 7: [1151, 1986, 1170, 2022]
schedule-row: [1151, 1950, 1527, 1986]
schedule-cell-value: 04-09-2025 11:00 AM: [1381, 1852, 1527, 1873]
schedule-cell-no: 3: [1151, 1873, 1170, 1909]
madikeri-headline-2: ಕ್ಯಾತ್‌ಲ್ಯಾಬ್: ಸಚಿವರ ಸಭೆ: [702, 1383, 994, 1423]
dateline: ಮಂಗಳೂರು:: [11, 931, 68, 946]
dinesh-story: [1011, 654, 1533, 1330]
column-rule: [315, 146, 316, 2357]
dateline: ಮಂಗಳೂರು:: [11, 587, 68, 603]
story-yoga-headline: ಯೋಗಾಸನ ಸ್ಪರ್ಧೆ: ರಾಷ್ಟ್ರ ಮಟ್ಟಕ್ಕೆ ಗುರುದಾಸ್: [36, 240, 286, 296]
karnataka-emblem-icon: [1319, 1566, 1358, 1605]
schedule-cell-value: ದಿನಾಂಕ:29-09-2025 11:00 AM: [1381, 1950, 1527, 1986]
prize-box-title: ವಿಜೇತರಿಗೆ ಬಹುಮಾನಗಳು: [1251, 279, 1383, 297]
section-rule: [323, 1333, 1536, 1335]
mla-photo: [561, 1483, 691, 1637]
body-text: ಮಡಿಕೇರಿ ಜಿಲ್ಲಾಸ್ಪತ್ರೆಯಲ್ಲಿ ಕೊಡಗು ವೈದ್ಯಕೀಯ ವಿಜ್ಞಾನಗಳ ಸಂಸ್ಥೆಯೊಂದಿಗೆ ಸಹಯೋಗದಲ್ಲಿ ಸರ್ಕಾರಿ ಖಾಸಗಿ ಸಹಭಾಗಿತ್ವದಲ್ಲಿ (ಪಿಪಿಪಿ ಮಾದರಿ) ಕ್ಯಾತ್‌ಲ್ಯಾಬ್ (ಹೃದಯ ಚಿಕಿತ್ಸಾ ಘಟಕ) ಸ್ಥಾಪಿಸುವ ಬಗ್ಗೆ ಚಿಂತನೆ ನಡೆದಿದೆ.: [702, 1433, 832, 1582]
section-rule: [323, 646, 1536, 649]
kiru-title-a: ಕಿರು: [84, 178, 125, 213]
pilatha-body-e: ರಾಜಶೇಖರ ಶೆಟ್ಟಿ, ನಿರ್ದೇಶಕರಾದ ನಾರಾಯಣ ಪೂಜಾರಿ, ಚಂದ್ರಶೇಖರ ಶೆಟ್ಟಿ, ಕೆ.ವಿ. ಲಕ್ಷ್ಮಿನಾರಾಯಣ ಹಾಗೂ ಮುಖ್ಯ ಕಾರ್ಯನಿರ್ವಹಣಾಧಿಕಾರಿ ಬಿ.ಜಯಾನಂದ ಉಪಸ್ಥಿತರಿದ್ದರು. ಸಂಘದ ಸಿಬ್ಬಂದಿ ವರ್ಗದವರ ಪ್ರಾಮಾಣಿಕ ಸೇವೆ ಪ್ರಗತಿಗೆ ಕಾರಣ ಎಂದರು.: [863, 1961, 1132, 2033]
javelin-headline: ಜಾವೆಲಿನ್ ಸ್ಪರ್ಧೆಯಲ್ಲಿ ಸಮಿತ್ ಸಾಧನೆ: [1143, 1340, 1400, 1364]
body-text: ಅಪರಿಚಿತ ವ್ಯಕ್ತಿಯೊಬ್ಬರು ನಗರದ ಬಸ್ ನಿಲ್ದಾಣದ ಬಳಿ ಅಸ್ವಸ್ಥರಾಗಿ ಬಿದ್ದಿದ್ದು ಆಸ್ಪತ್ರೆಗೆ ದಾಖಲಿಸಲಾಗಿತ್ತು. ಚಿಕಿತ್ಸೆ ಫಲಕಾರಿಯಾಗದೆ ಮೃತಪಟ್ಟಿದ್ದಾರೆ. ಸುಮಾರು 61 ವರ್ಷ ಪ್ರಾಯದ ಇವರ ವಾರಸುದಾರರು ಇದ್ದಲ್ಲಿ ಠಾಣೆಯನ್ನು ಸಂಪರ್ಕಿಸಬೇಕು ಎಂದು ಪೊಲೀಸರು ತಿಳಿಸಿದ್ದಾರೆ.: [11, 1537, 233, 1656]
dateline: ಕುಂದಾಪುರ:: [11, 306, 63, 322]
page-number: 0೯: [1388, 92, 1434, 135]
kiru-title-b: ಸುದ್ದಿ: [124, 178, 174, 213]
pilatha-body-a: [323, 1858, 530, 2050]
schedule-cell-no: 5: [1151, 1929, 1170, 1950]
dateline: ಬಂಟ್ವಾಳ:: [323, 1860, 362, 1875]
signature-2: ಜಂಟಿ ನಿರ್ದೇಶಕರು: [1462, 2039, 1527, 2051]
dinesh-headline-1: ನಟ, ಕಲಾ ನಿರ್ದೇಶಕ ದಿನೇಶ್: [1011, 685, 1376, 730]
page-header: [0, 0, 1542, 142]
schedule-cell-label: ಇ-ಟೆಂಡರ್ ಸಂಬಂಧಿಸಿದ ಹೆಚ್ಚಿನ ಮಾಹಿತಿಗಾಗಿ ಸಂಪರ್ಕಿಸಬೇಕಾದ ಕಛೇರಿ: [1170, 1986, 1381, 2022]
schedule-row: [1151, 1873, 1527, 1909]
person-photo: [246, 350, 312, 465]
dance-caption: ಭೂಮಿಕಾ ಪ್ರತಿಷ್ಠಾನ ಉಡುಪಿ-ಮೂಡಬೆಟ್ಟು ಇದರ ಆಶ್ರಯದಲ್ಲಿ ವಿದುಷಿ ಅನುಪಮಾ ರಾಘವೇಂದ್ರ ಉಡುಪುಮೂಲೆ ಮತ್ತು ಬಳಗದವರಿಂದ ಶ್ರೀ ಏಕನಾಥ ಮಠದಲ್ಲಿ ನೃತ್ಯಸಂಧ್ಯಾ ಜರಗಿತು.: [323, 582, 937, 616]
schedule-cell-no: 4: [1151, 1909, 1170, 1929]
schedule-row: [1151, 1816, 1527, 1852]
tender-date: ದಿನಾಂಕ:21-08-2025: [1447, 1658, 1527, 1669]
schedule-cell-no: 2: [1151, 1852, 1170, 1873]
schedule-row: [1151, 1929, 1527, 1950]
schedule-cell-label: ಇ-ಪೋರ್ಟಲ್‌ನಲ್ಲಿ ತಾಂತ್ರಿಕ ಬಿಡ್‌ಗಳನ್ನು ತೆರೆಯುವ ದಿನಾಂಕ: [1170, 1873, 1381, 1909]
print-registration-marks: [138, 2355, 230, 2371]
body-text: ಕರ್ನಾಟಕ ಯೋಗಾಸನ ಕ್ರೀಡಾ ಸಂಸ್ಥೆ ಬೆಂಗಳೂರು ಮತ್ತು ಮುಂಬಾ ರಾಜೀಂದ್ರ ಬ್ರಹ್ಮವರ, ಚಿತ್ರದುರ್ಗ ಇವರ ಸಹಯೋಗದೊಂದಿಗೆ ಚಿತ್ರದುರ್ಗದ ಮುರುಘಾ ರಾಜೇಂದ್ರ ಬೃಹನ್ಮಠದ ಶ್ರೀ ಅನುಭವ ಮಂಟಪದಲ್ಲಿ ಆ.22ರಿಂದ 24ರವರೆಗೆ ನಡೆದ ರಾಜ್ಯ ಮಟ್ಟದ ಯೋಗಾಸನ ಸ್ಪರ್ಧೆಯಲ್ಲಿ ಶಂಕರನಾರಾಯಣ ಪೊಲೀಸ್ ಠಾಣೆಯ ಸಿಬ್ಬಂದಿ ಗುರುದಾಸ್ ಜಿ. ಅವರು ವಿವಿಧ ಹಂತದ ಸ್ಪರ್ಧೆಯಲ್ಲಿ ಪ್ರಥಮ ಹಾಗೂ ದ್ವಿತೀಯ ಸ್ಥಾನ ಪಡೆದು ರಾಷ್ಟ್ರ ಮಟ್ಟದಲ್ಲಿ ನಡೆಯುವ ಸ್ಪರ್ಧೆಗೆ ಆಯ್ಕೆಯಾಗಿದ್ದಾರೆ.: [11, 306, 241, 508]
